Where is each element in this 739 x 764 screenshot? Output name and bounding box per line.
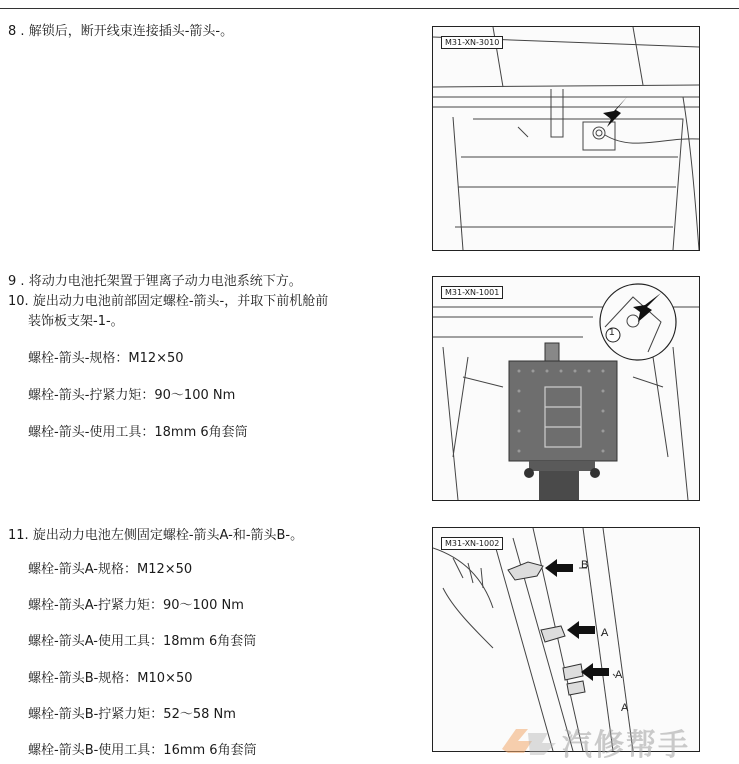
figure-connector: [432, 26, 700, 251]
arrow-icon: [567, 621, 595, 639]
callout-a: A: [621, 702, 629, 714]
spec-line: 螺栓-箭头-使用工具：18mm 6角套筒: [28, 425, 248, 440]
step-number: 9 .: [8, 274, 25, 289]
step-text: 解锁后，断开线束连接插头-箭头-。: [28, 24, 234, 39]
step-number: 11.: [8, 528, 29, 543]
step-9: [8, 272, 302, 292]
spec-line: 螺栓-箭头B-使用工具：16mm 6角套筒: [28, 743, 257, 758]
figure-battery-tray: [432, 276, 700, 501]
step-number: 8 .: [8, 24, 25, 39]
step-text: 旋出动力电池前部固定螺栓-箭头-，并取下前机舱前: [32, 294, 329, 309]
spec-line: 螺栓-箭头B-规格：M10×50: [28, 671, 193, 686]
step-10: [8, 292, 328, 312]
step-number: 10.: [8, 294, 29, 309]
watermark-logo-icon: [498, 721, 558, 757]
figure-label: M31-XN-3010: [441, 36, 503, 49]
watermark-text: 汽修帮手: [562, 728, 690, 763]
figure-label: M31-XN-1001: [441, 286, 503, 299]
arrow-icon: [545, 559, 573, 577]
step-text: 旋出动力电池左侧固定螺栓-箭头A-和-箭头B-。: [32, 528, 304, 543]
step-10-continued: [28, 312, 124, 332]
spec-line: 螺栓-箭头A-拧紧力矩：90～100 Nm: [28, 598, 244, 613]
callout-a: A: [601, 627, 609, 639]
figure-drawing: [433, 277, 699, 500]
step-11: [8, 526, 303, 546]
spec-line: 螺栓-箭头-拧紧力矩：90～100 Nm: [28, 388, 236, 403]
top-rule: [0, 8, 739, 9]
figure-drawing: [433, 27, 699, 250]
step-text: 将动力电池托架置于锂离子动力电池系统下方。: [28, 274, 302, 289]
spec-line: 螺栓-箭头-规格：M12×50: [28, 351, 184, 366]
spec-line: 螺栓-箭头B-拧紧力矩：52～58 Nm: [28, 707, 236, 722]
spec-line: 螺栓-箭头A-使用工具：18mm 6角套筒: [28, 634, 257, 649]
figure-label: M31-XN-1002: [441, 537, 503, 550]
arrow-icon: [581, 663, 609, 681]
spec-line: 螺栓-箭头A-规格：M12×50: [28, 562, 193, 577]
step-8: [8, 22, 233, 42]
step-text: 装饰板支架-1-。: [28, 314, 124, 329]
callout-a: A: [615, 669, 623, 681]
callout-1: 1: [609, 327, 615, 338]
callout-b: B: [581, 559, 589, 571]
figure-drawing: [433, 528, 699, 751]
watermark: [498, 719, 733, 763]
